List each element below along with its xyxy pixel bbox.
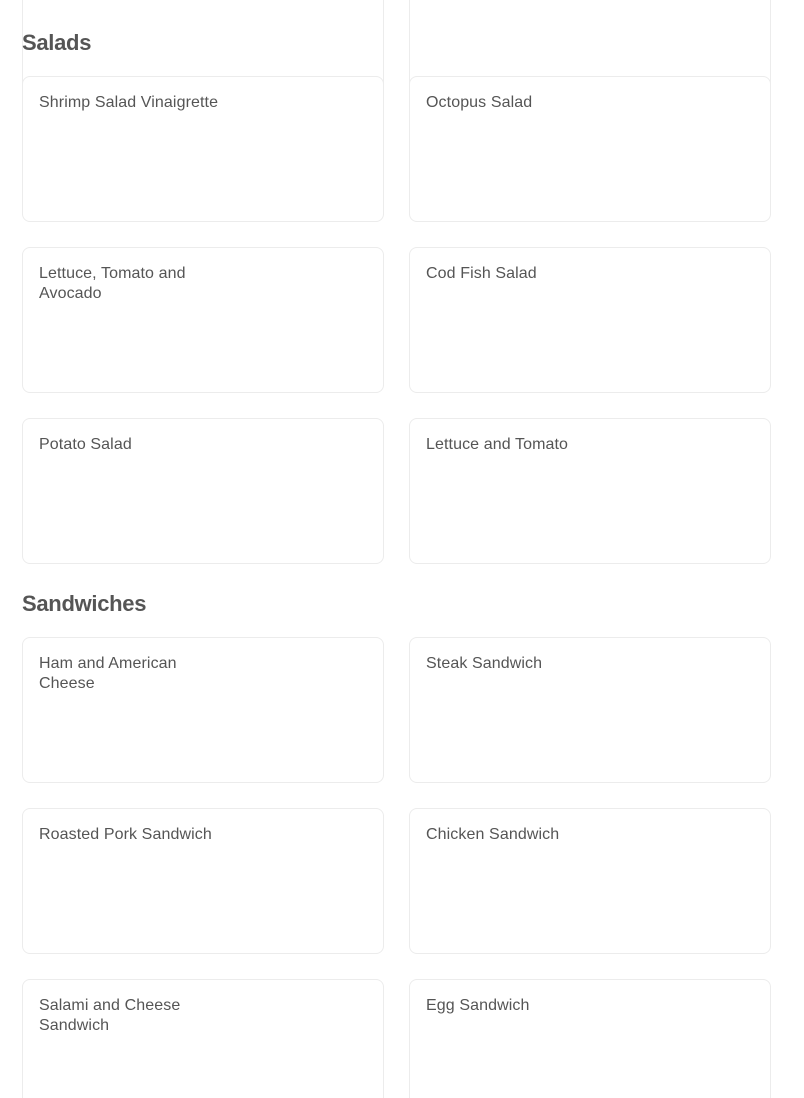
- menu-item-card[interactable]: [409, 247, 771, 393]
- menu-item-card[interactable]: [409, 418, 771, 564]
- menu-item-card[interactable]: [22, 247, 384, 393]
- menu-item-card[interactable]: [22, 979, 384, 1098]
- menu-item-card[interactable]: [409, 979, 771, 1098]
- menu-item-name: Roasted Pork Sandwich: [39, 826, 212, 843]
- menu-item-name: Octopus Salad: [426, 94, 533, 111]
- menu-item-name: Lettuce and Tomato: [426, 436, 569, 453]
- menu-item-card[interactable]: [22, 637, 384, 783]
- menu-item-name: Salami and Cheese Sandwich: [39, 997, 181, 1034]
- menu-item-name: Ham and American Cheese: [39, 655, 177, 692]
- menu-item-card[interactable]: [22, 418, 384, 564]
- menu-item-card[interactable]: [409, 808, 771, 954]
- menu-item-name: Egg Sandwich: [426, 997, 530, 1014]
- menu-item-name: Cod Fish Salad: [426, 265, 537, 282]
- menu-item-card[interactable]: [22, 76, 384, 222]
- menu-item-name: Potato Salad: [39, 436, 132, 453]
- sandwiches-grid: [22, 637, 771, 1098]
- menu-item-card[interactable]: [409, 637, 771, 783]
- menu-item-card[interactable]: [409, 76, 771, 222]
- salads-grid: [22, 76, 771, 564]
- section-title-salads: Salads: [22, 30, 92, 55]
- section-title-sandwiches: Sandwiches: [22, 591, 147, 616]
- menu-item-name: Shrimp Salad Vinaigrette: [39, 94, 219, 111]
- menu-item-name: Chicken Sandwich: [426, 826, 560, 843]
- menu-item-name: Steak Sandwich: [426, 655, 543, 672]
- previous-section-cards: [22, 0, 771, 4]
- menu-item-name: Lettuce, Tomato and Avocado: [39, 265, 186, 302]
- menu-item-card[interactable]: [22, 808, 384, 954]
